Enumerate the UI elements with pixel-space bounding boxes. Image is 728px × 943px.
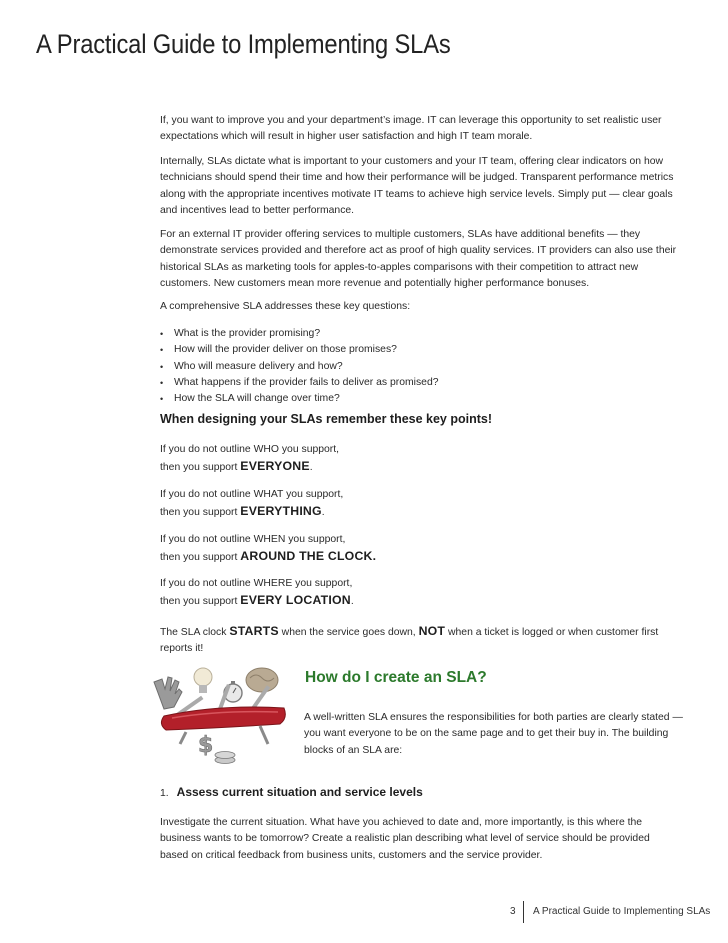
key-point-prefix: then you support xyxy=(160,552,241,564)
key-point-emphasis: EVERY LOCATION xyxy=(240,593,351,608)
key-point-suffix: . xyxy=(321,507,325,519)
paragraph-2: Internally, SLAs dictate what is important to your customers and your IT team, offering clear indicators on how technicians should spend their time and how their performance will be judged. Transparent performance metrics along with the appropriate incentives motivate IT teams to achieve high service levels. Simply put — clear goals and incentives lead to better performance. xyxy=(160,156,674,216)
clock-emphasis-not: NOT xyxy=(418,624,446,638)
key-point-line: If you do not outline WHEN you support, xyxy=(160,534,346,545)
list-item: • What happens if the provider fails to deliver as promised? xyxy=(160,375,680,391)
paragraph-4: A comprehensive SLA addresses these key questions: xyxy=(160,301,411,312)
section-heading: How do I create an SLA? xyxy=(305,669,487,686)
key-point-where xyxy=(160,576,680,611)
step-1-heading xyxy=(160,785,423,799)
key-point-prefix: then you support xyxy=(160,462,241,474)
paragraph-intro xyxy=(160,113,680,146)
paragraph-3: For an external IT provider offering services to multiple customers, SLAs have additional benefits — they demonstrate services provided and therefore act as proof of high quality services. IT providers can also use their historical SLAs as marketing tools for apples-to-apples comparisons with their competition to attract new customers. New customers mean more revenue and potentially higher performance bonuses. xyxy=(160,229,677,289)
svg-text:$: $ xyxy=(198,733,214,758)
section-intro: A well-written SLA ensures the responsibilities for both parties are clearly stated — you want everyone to be on the same page and to get their buy in. The building blocks of an SLA are: xyxy=(304,712,683,756)
key-point-line: If you do not outline WHAT you support, xyxy=(160,489,344,500)
footer-title: A Practical Guide to Implementing SLAs xyxy=(533,906,711,917)
key-point-emphasis: AROUND THE CLOCK. xyxy=(240,549,377,564)
key-point-prefix: then you support xyxy=(160,596,241,608)
paragraph-1: If, you want to improve you and your department’s image. IT can leverage this opportunity to set realistic user expectations which will result in higher user satisfaction and high IT team morale. xyxy=(160,115,662,143)
key-point-who xyxy=(160,442,680,477)
step-1-text: Investigate the current situation. What have you achieved to date and, more importantly, is this where the business wants to be tomorrow? Create a realistic plan describing what level of service should be provided based on critical feedback from business units, customers and the service provider. xyxy=(160,817,650,861)
page-title: A Practical Guide to Implementing SLAs xyxy=(36,29,451,59)
key-points-heading: When designing your SLAs remember these key points! xyxy=(160,412,493,426)
key-point-emphasis: EVERYONE xyxy=(240,459,310,474)
clock-text: The SLA clock xyxy=(160,627,230,638)
multitool-illustration xyxy=(150,660,295,770)
step-number: 1. xyxy=(160,788,169,799)
key-point-when xyxy=(160,532,680,567)
key-point-prefix: then you support xyxy=(160,507,241,519)
key-point-suffix: . xyxy=(350,596,354,608)
key-questions-list xyxy=(160,326,680,407)
footer-divider xyxy=(523,901,524,923)
list-item: • What is the provider promising? xyxy=(160,326,680,342)
clock-text: when the service goes down, xyxy=(278,627,419,638)
step-title: Assess current situation and service levels xyxy=(176,785,423,799)
key-point-emphasis: EVERYTHING xyxy=(240,504,322,519)
key-point-line: If you do not outline WHO you support, xyxy=(160,444,340,455)
sla-clock-line xyxy=(160,623,680,658)
list-item: • Who will measure delivery and how? xyxy=(160,359,680,375)
key-point-what xyxy=(160,487,680,522)
list-item: • How will the provider deliver on those promises? xyxy=(160,342,680,358)
key-point-suffix: . xyxy=(309,462,313,474)
clock-text: when a ticket is logged or when customer first reports it! xyxy=(160,627,659,655)
list-item: • How the SLA will change over time? xyxy=(160,391,680,407)
page-number: 3 xyxy=(510,906,516,917)
clock-emphasis-starts: STARTS xyxy=(229,624,279,638)
key-point-line: If you do not outline WHERE you support, xyxy=(160,578,353,589)
